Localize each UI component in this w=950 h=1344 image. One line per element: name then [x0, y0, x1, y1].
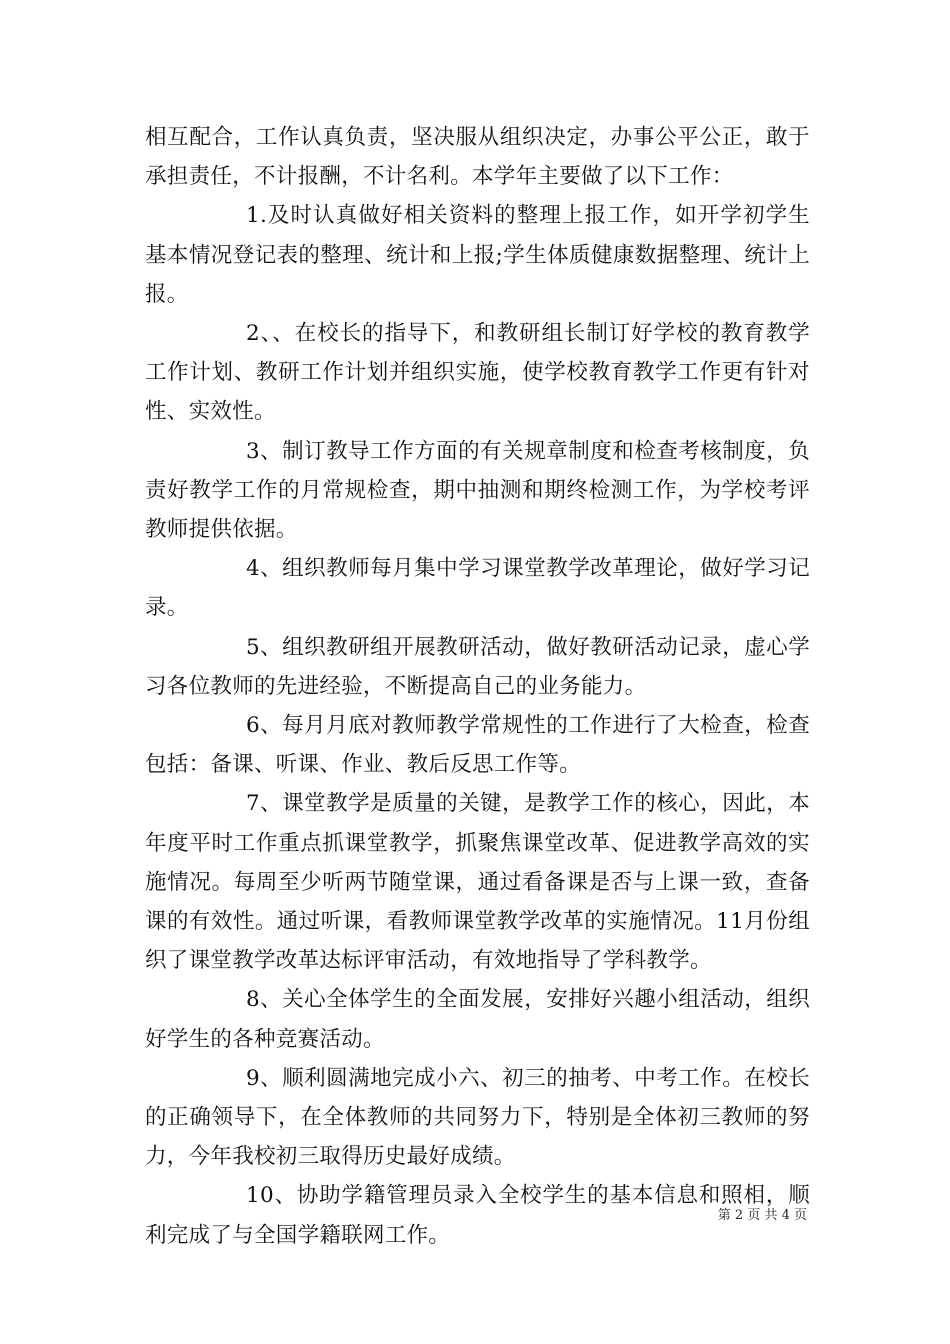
paragraph-item-8: 8、关心全体学生的全面发展，安排好兴趣小组活动，组织好学生的各种竞赛活动。 [145, 987, 810, 1052]
paragraph-item-7: 7、课堂教学是质量的关键，是教学工作的核心，因此，本年度平时工作重点抓课堂教学，抓聚焦课堂改革、促进教学高效的实施情况。每周至少听两节随堂课，通过看备课是否与上课一致，查备课的有效性。通过听课，看教师课堂教学改革的实施情况。11月份组织了课堂教学改革达标评审活动，有效地指导了学科教学。 [145, 791, 810, 974]
paragraph-item-1: 1.及时认真做好相关资料的整理上报工作，如开学初学生基本情况登记表的整理、统计和上报;学生体质健康数据整理、统计上报。 [145, 203, 810, 307]
paragraph-continuation: 相互配合，工作认真负责，坚决服从组织决定，办事公平公正，敢于承担责任，不计报酬，不计名利。本学年主要做了以下工作： [145, 125, 810, 190]
paragraph-item-3: 3、制订教导工作方面的有关规章制度和检查考核制度，负责好教学工作的月常规检查，期中抽测和期终检测工作，为学校考评教师提供依据。 [145, 438, 810, 543]
paragraph-item-10: 10、协助学籍管理员录入全校学生的基本信息和照相，顺利完成了与全国学籍联网工作。 [145, 1183, 810, 1248]
page-number: 第 2 页 共 4 页 [717, 1208, 807, 1223]
paragraph-item-5: 5、组织教研组开展教研活动，做好教研活动记录，虚心学习各位教师的先进经验，不断提高自己的业务能力。 [145, 634, 810, 699]
document-body [145, 118, 810, 1255]
paragraph-item-9: 9、顺利圆满地完成小六、初三的抽考、中考工作。在校长的正确领导下，在全体教师的共同努力下，特别是全体初三教师的努力，今年我校初三取得历史最好成绩。 [145, 1065, 810, 1170]
paragraph-item-2: 2、、在校长的指导下，和教研组长制订好学校的教育教学工作计划、教研工作计划并组织实施，使学校教育教学工作更有针对性、实效性。 [145, 321, 810, 425]
paragraph-item-6: 6、每月月底对教师教学常规性的工作进行了大检查，检查包括：备课、听课、作业、教后反思工作等。 [145, 713, 810, 778]
paragraph-item-4: 4、组织教师每月集中学习课堂教学改革理论，做好学习记录。 [145, 556, 810, 621]
